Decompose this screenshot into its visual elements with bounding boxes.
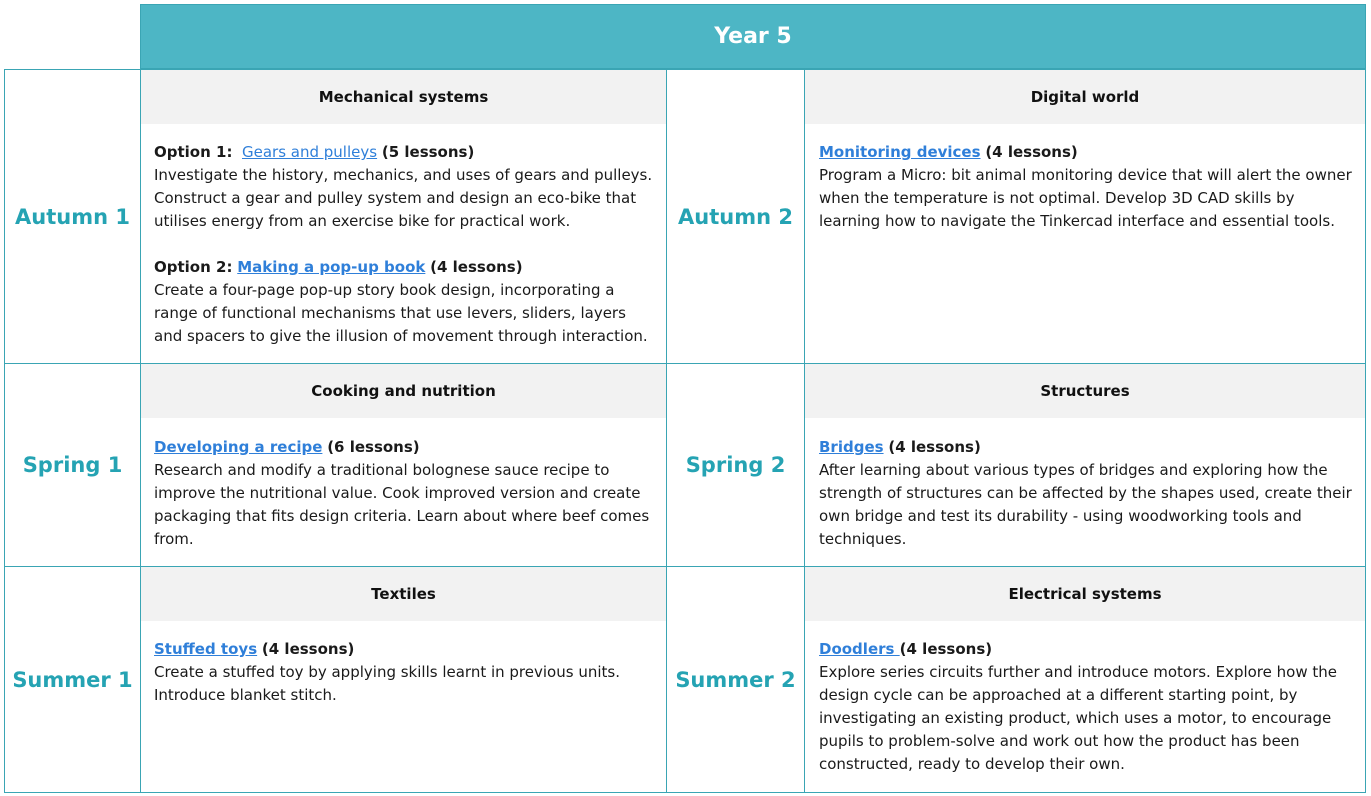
grid-line xyxy=(140,69,141,793)
lesson-count: (6 lessons) xyxy=(327,438,420,456)
gears-and-pulleys-link[interactable]: Gears and pulleys xyxy=(242,143,378,161)
unit-content-electrical xyxy=(819,638,1353,776)
grid-line xyxy=(4,363,1366,364)
unit-description: Investigate the history, mechanics, and uses of gears and pulleys. Construct a gear and pulley system and design an eco-bike that utilises energy from an exercise bike for practical work. xyxy=(154,166,653,230)
lesson-count: (4 lessons) xyxy=(899,640,993,658)
unit-title-cooking: Cooking and nutrition xyxy=(141,364,666,418)
unit-title-electrical: Electrical systems xyxy=(805,567,1365,621)
grid-line xyxy=(4,566,1366,567)
lesson-count: (4 lessons) xyxy=(888,438,981,456)
grid-line xyxy=(804,69,805,793)
lesson-count: (5 lessons) xyxy=(381,143,475,161)
unit-title-mechanical: Mechanical systems xyxy=(141,70,666,124)
grid-line xyxy=(1365,69,1366,793)
stuffed-toys-link[interactable]: Stuffed toys xyxy=(154,640,258,658)
unit-title-structures: Structures xyxy=(805,364,1365,418)
term-summer-2: Summer 2 xyxy=(675,667,796,692)
lesson-count: (4 lessons) xyxy=(261,640,355,658)
unit-title-digital: Digital world xyxy=(805,70,1365,124)
term-autumn-1: Autumn 1 xyxy=(15,204,130,229)
year-header xyxy=(140,4,1366,69)
unit-title-textiles: Textiles xyxy=(141,567,666,621)
unit-description: Research and modify a traditional bolognese sauce recipe to improve the nutritional value. Cook improved version and create packaging that fits design criteria. Learn about where beef comes from. xyxy=(154,461,650,548)
grid-line xyxy=(4,792,1366,793)
term-spring-1: Spring 1 xyxy=(22,453,123,477)
unit-content-cooking xyxy=(154,436,656,551)
term-spring-2: Spring 2 xyxy=(685,453,786,477)
developing-a-recipe-link[interactable]: Developing a recipe xyxy=(154,438,323,456)
grid-line xyxy=(4,69,1366,70)
option-2-label: Option 2: xyxy=(154,258,233,276)
unit-description: Create a four-page pop-up story book design, incorporating a range of functional mechanisms that use levers, sliders, layers and spacers to give the illusion of movement through interaction. xyxy=(154,281,648,345)
unit-content-digital xyxy=(819,141,1353,233)
making-a-pop-up-book-link[interactable]: Making a pop-up book xyxy=(237,258,426,276)
lesson-count: (4 lessons) xyxy=(985,143,1078,161)
unit-content-mechanical xyxy=(154,141,654,348)
unit-content-textiles xyxy=(154,638,656,707)
option-1-label: Option 1: xyxy=(154,143,233,161)
unit-content-structures xyxy=(819,436,1353,551)
bridges-link[interactable]: Bridges xyxy=(819,438,884,456)
doodlers-link[interactable]: Doodlers xyxy=(819,640,900,658)
grid-line xyxy=(4,69,5,793)
unit-description: After learning about various types of bridges and exploring how the strength of structures can be affected by the shapes used, create their own bridge and test its durability - using woodworking tools and techniques. xyxy=(819,461,1352,548)
lesson-count: (4 lessons) xyxy=(430,258,523,276)
unit-description: Explore series circuits further and introduce motors. Explore how the design cycle can be approached at a different starting point, by investigating an existing product, which uses a motor, to encourage pupils to problem-solve and work out how the product has been constructed, ready to develop their own. xyxy=(819,663,1337,773)
grid-line xyxy=(666,69,667,793)
unit-description: Program a Micro: bit animal monitoring device that will alert the owner when the temperature is not optimal. Develop 3D CAD skills by learning how to navigate the Tinkercad interface and essential tools. xyxy=(819,166,1352,230)
year-title: Year 5 xyxy=(714,24,792,49)
term-autumn-2: Autumn 2 xyxy=(678,204,793,229)
unit-description: Create a stuffed toy by applying skills learnt in previous units. Introduce blanket stitch. xyxy=(154,663,620,704)
monitoring-devices-link[interactable]: Monitoring devices xyxy=(819,143,981,161)
term-summer-1: Summer 1 xyxy=(12,667,133,692)
